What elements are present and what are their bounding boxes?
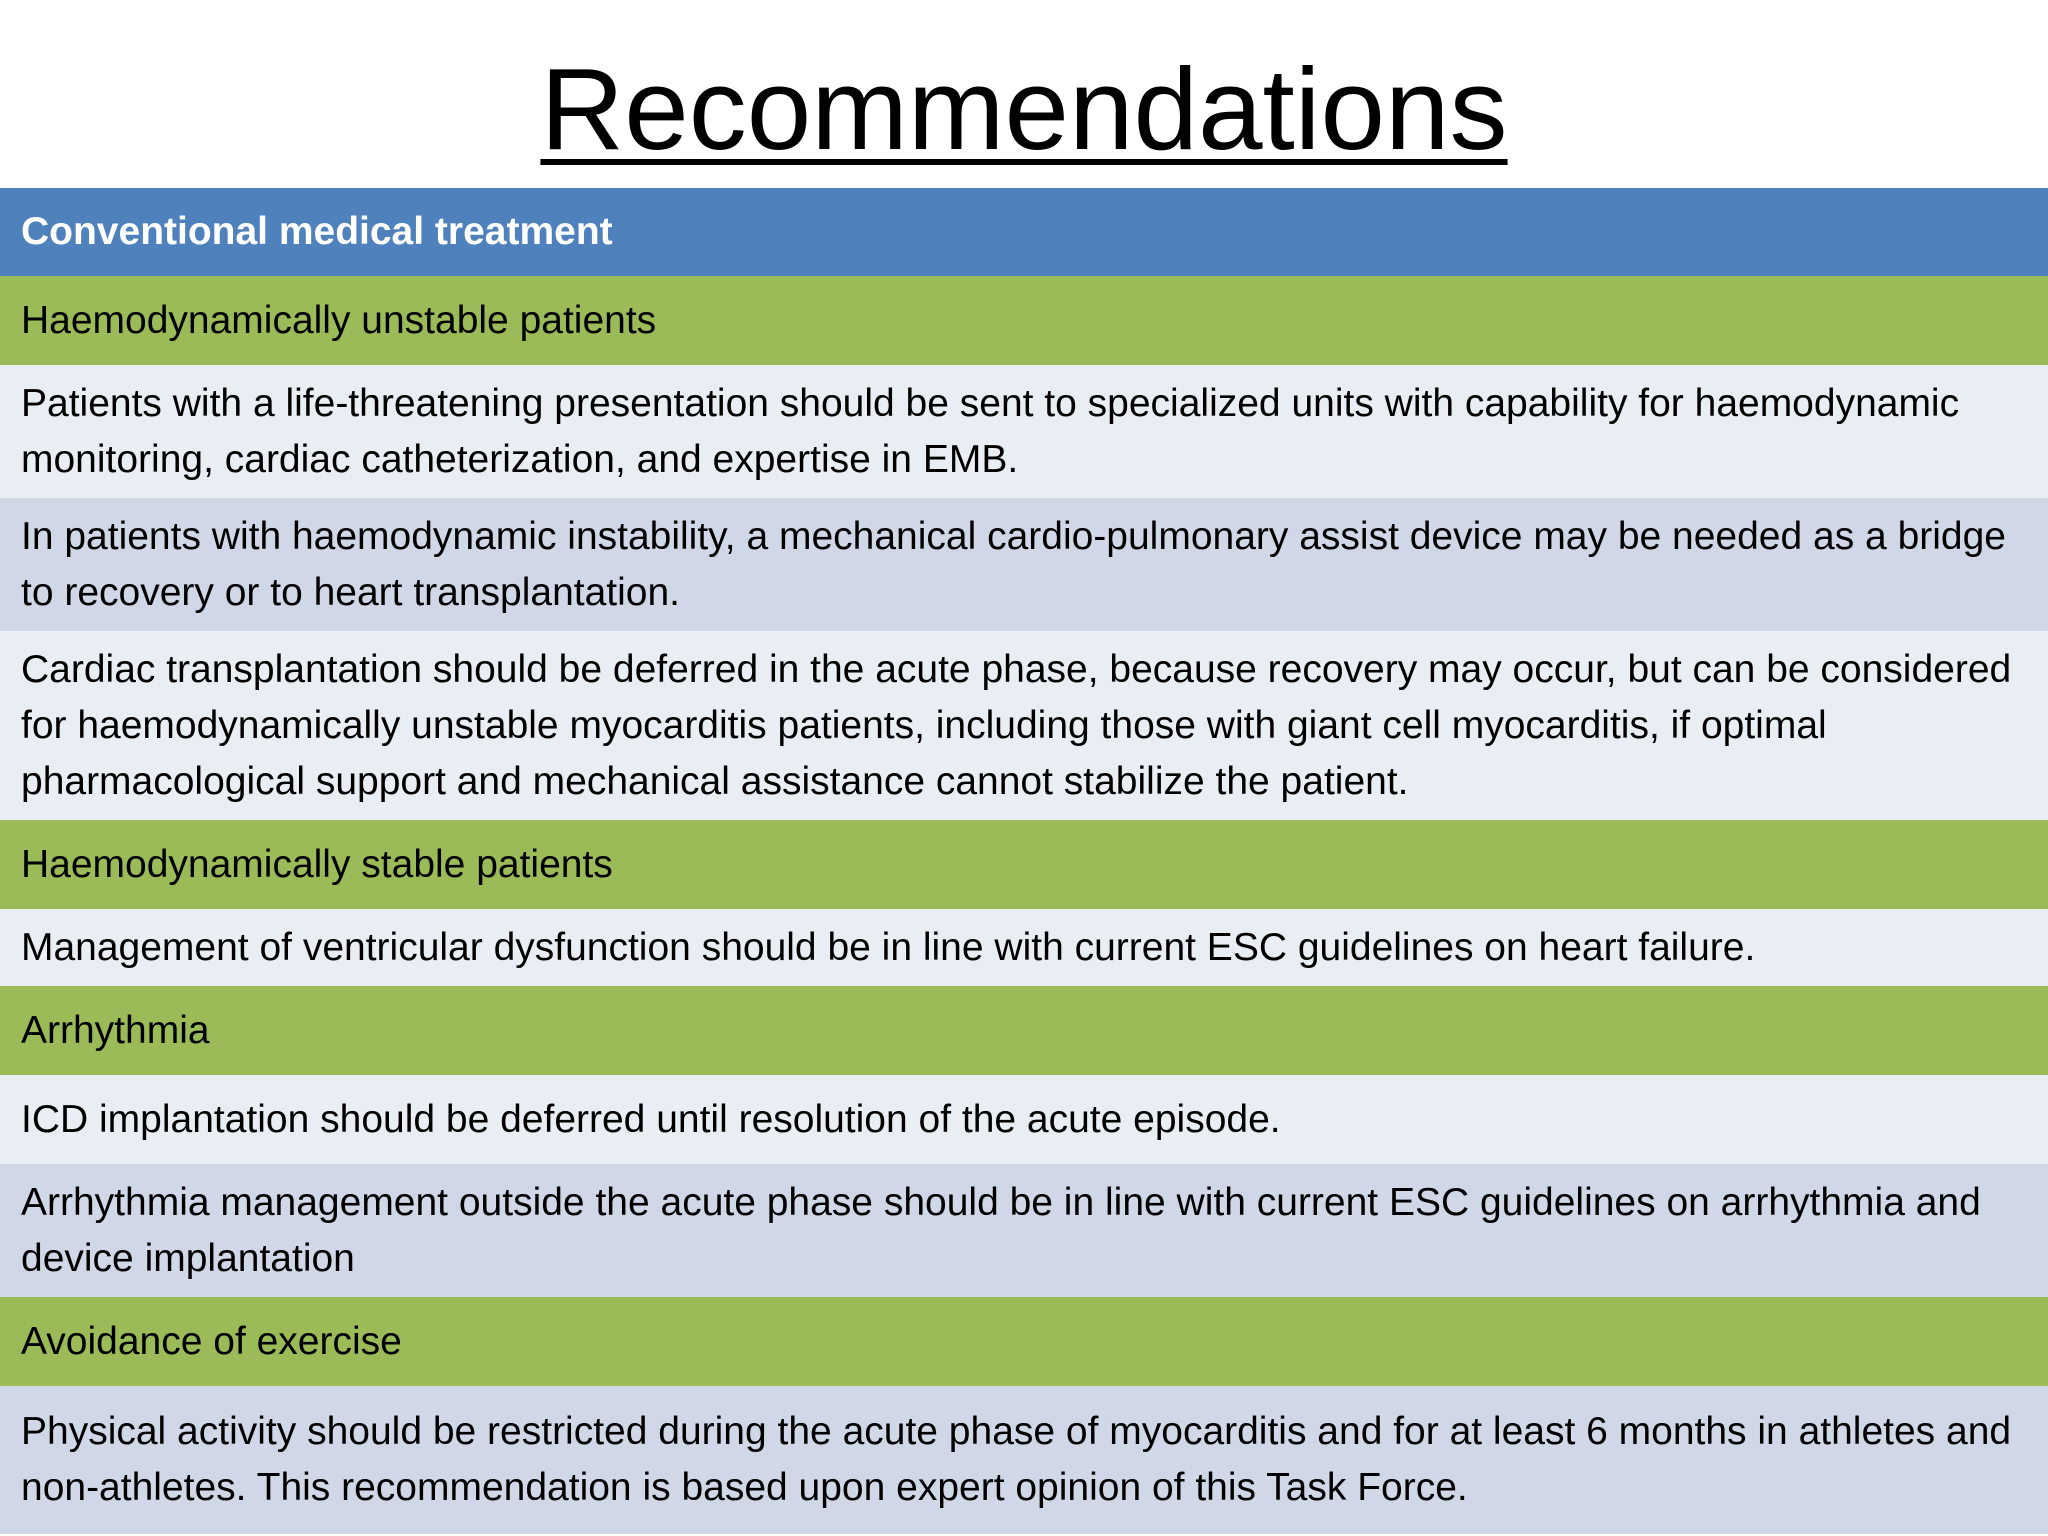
recommendation-row: ICD implantation should be deferred until resolution of the acute episode. (0, 1075, 2048, 1164)
section-row-exercise: Avoidance of exercise (0, 1297, 2048, 1386)
table-header: Conventional medical treatment (0, 188, 2048, 276)
section-row-arrhythmia: Arrhythmia (0, 986, 2048, 1075)
section-row-unstable: Haemodynamically unstable patients (0, 276, 2048, 365)
recommendation-row: Cardiac transplantation should be deferred in the acute phase, because recovery may occur, but can be considered for haemodynamically unstable myocarditis patients, including those with giant cell myocarditis, if optimal pharmacological support and mechanical assistance cannot stabilize the patient. (0, 631, 2048, 820)
recommendation-row: Physical activity should be restricted during the acute phase of myocarditis and for at least 6 months in athletes and non-athletes. This recommendation is based upon expert opinion of this Task Force. (0, 1386, 2048, 1534)
recommendation-row: Arrhythmia management outside the acute phase should be in line with current ESC guidelines on arrhythmia and device implantation (0, 1164, 2048, 1297)
recommendation-row: Management of ventricular dysfunction should be in line with current ESC guidelines on heart failure. (0, 909, 2048, 986)
section-row-stable: Haemodynamically stable patients (0, 820, 2048, 909)
slide-title: Recommendations (540, 44, 1508, 174)
recommendation-row: In patients with haemodynamic instability, a mechanical cardio-pulmonary assist device may be needed as a bridge to recovery or to heart transplantation. (0, 498, 2048, 631)
recommendations-table (0, 188, 2048, 1534)
recommendation-row: Patients with a life-threatening presentation should be sent to specialized units with capability for haemodynamic monitoring, cardiac catheterization, and expertise in EMB. (0, 365, 2048, 498)
